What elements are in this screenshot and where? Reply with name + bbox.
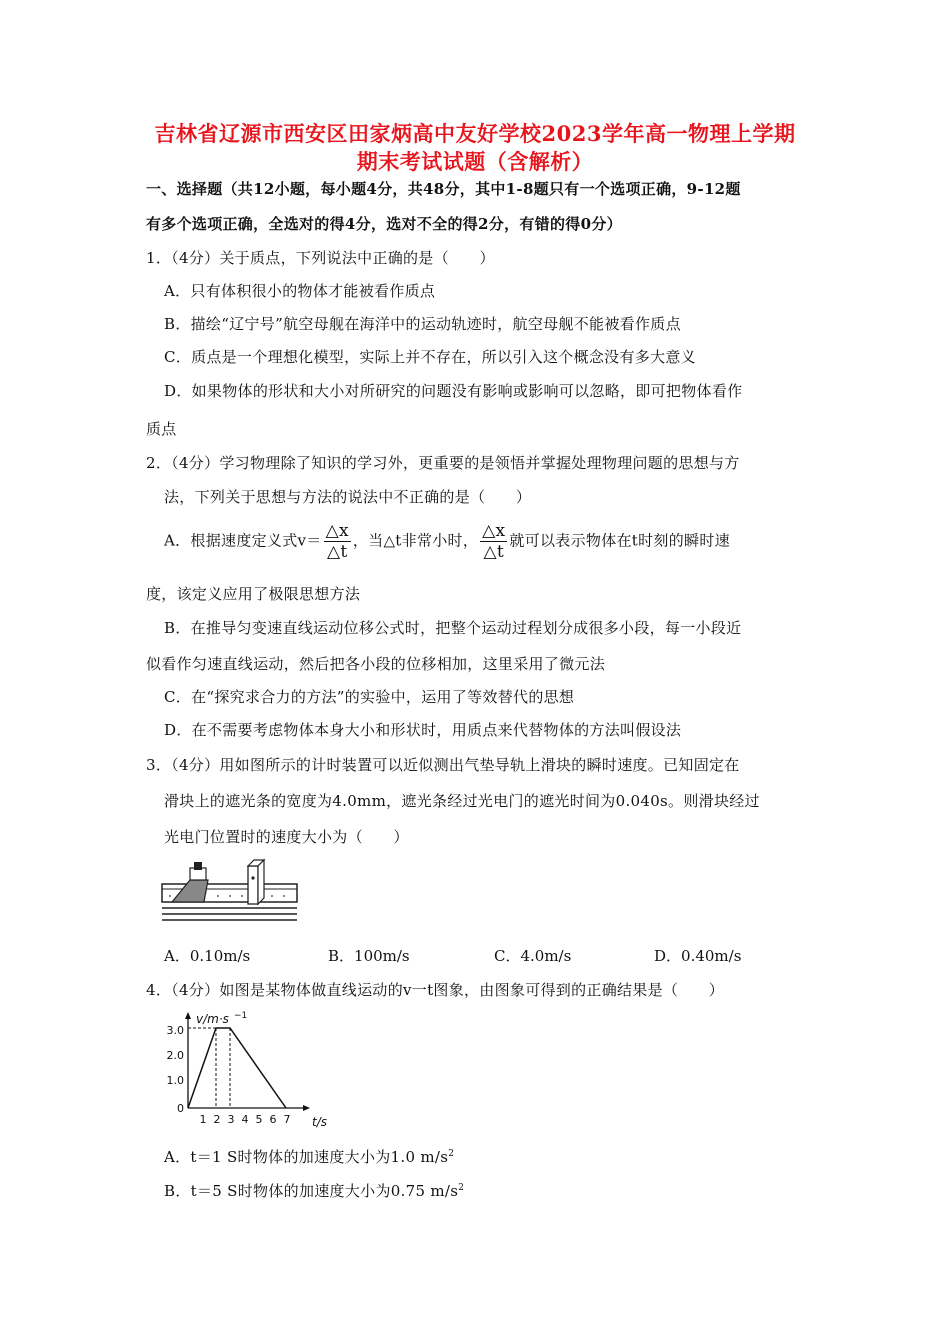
q3-option-b: B．100m/s	[328, 947, 410, 965]
section-heading-line2: 有多个选项正确，全选对的得4分，选对不全的得2分，有错的得0分）	[146, 215, 622, 233]
x-axis-label: t/s	[312, 1115, 327, 1129]
y-tick-label: 1.0	[166, 1074, 184, 1087]
q1-stem: 1．（4分）关于质点，下列说法中正确的是（ ）	[146, 249, 495, 267]
fraction-numerator: △x	[482, 521, 506, 541]
y-tick-label: 0	[177, 1102, 184, 1115]
fraction-denominator: △t	[483, 542, 505, 562]
q2-option-b-line2: 似看作匀速直线运动，然后把各小段的位移相加，这里采用了微元法	[146, 655, 606, 673]
unit-exponent: 2	[458, 1183, 465, 1193]
document-title-line2: 期末考试试题（含解析）	[356, 149, 594, 174]
fraction-denominator: △t	[326, 542, 348, 562]
q1-option-d-line2: 质点	[146, 420, 177, 438]
y-tick-label: 2.0	[166, 1049, 184, 1062]
q4-option-b-text: B．t＝5 S时物体的加速度大小为0.75 m/s	[164, 1182, 459, 1200]
x-tick-label: 3	[227, 1113, 235, 1126]
q4-option-a	[164, 1143, 454, 1168]
x-tick-label: 2	[213, 1113, 221, 1126]
v-t-graph	[160, 1008, 340, 1130]
x-tick-label: 7	[283, 1113, 291, 1126]
q3-stem-line2: 滑块上的遮光条的宽度为4.0mm，遮光条经过光电门的遮光时间为0.040s。则滑块经过	[164, 792, 760, 810]
x-tick-label: 5	[255, 1113, 263, 1126]
fraction-dx-dt	[324, 521, 351, 562]
q2-option-c: C．在“探究求合力的方法”的实验中，运用了等效替代的思想	[164, 688, 575, 706]
q3-stem-line1: 3．（4分）用如图所示的计时装置可以近似测出气垫导轨上滑块的瞬时速度。已知固定在	[146, 756, 740, 774]
q1-option-c: C．质点是一个理想化模型，实际上并不存在，所以引入这个概念没有多大意义	[164, 348, 696, 366]
q2-option-d: D．在不需要考虑物体本身大小和形状时，用质点来代替物体的方法叫假设法	[164, 721, 682, 739]
q3-option-d: D．0.40m/s	[654, 947, 742, 965]
fraction-numerator: △x	[325, 521, 349, 541]
x-tick-label: 6	[269, 1113, 277, 1126]
q2-option-a	[164, 521, 730, 562]
q1-option-d-line1: D．如果物体的形状和大小对所研究的问题没有影响或影响可以忽略，即可把物体看作	[164, 382, 743, 400]
y-axis-label-exponent: −1	[234, 1011, 248, 1021]
q4-stem: 4．（4分）如图是某物体做直线运动的v一t图象，由图象可得到的正确结果是（ ）	[146, 981, 725, 999]
y-axis-label: v/m·s	[196, 1012, 229, 1026]
air-track-photogate-figure	[160, 858, 300, 928]
x-axis-arrow	[303, 1105, 310, 1111]
v-t-line	[188, 1028, 286, 1108]
unit-exponent: 2	[448, 1149, 455, 1159]
q1-option-a: A．只有体积很小的物体才能被看作质点	[164, 282, 436, 300]
q3-option-c: C．4.0m/s	[494, 947, 572, 965]
y-axis-arrow	[185, 1012, 191, 1019]
q4-option-b	[164, 1177, 464, 1202]
q3-option-a: A．0.10m/s	[164, 947, 251, 965]
q2-option-b-line1: B．在推导匀变速直线运动位移公式时，把整个运动过程划分成很多小段，每一小段近	[164, 619, 742, 637]
q2-option-a-line2: 度，该定义应用了极限思想方法	[146, 585, 361, 603]
y-tick-label: 3.0	[166, 1024, 184, 1037]
x-tick-label: 4	[241, 1113, 249, 1126]
q3-stem-line3: 光电门位置时的速度大小为（ ）	[164, 828, 409, 846]
x-tick-label: 1	[199, 1113, 207, 1126]
q2-stem-line1: 2．（4分）学习物理除了知识的学习外，更重要的是领悟并掌握处理物理问题的思想与方	[146, 454, 740, 472]
document-title-line1: 吉林省辽源市西安区田家炳高中友好学校2023学年高一物理上学期	[154, 121, 796, 146]
q2-option-a-prefix: A．根据速度定义式v＝	[164, 531, 322, 550]
q2-stem-line2: 法，下列关于思想与方法的说法中不正确的是（ ）	[164, 488, 532, 506]
q4-option-a-text: A．t＝1 S时物体的加速度大小为1.0 m/s	[164, 1148, 449, 1166]
fraction-dx-dt-2	[480, 521, 507, 562]
q1-option-b: B．描绘“辽宁号”航空母舰在海洋中的运动轨迹时，航空母舰不能被看作质点	[164, 315, 681, 333]
section-heading-line1: 一、选择题（共12小题，每小题4分，共48分，其中1-8题只有一个选项正确，9-12题	[146, 180, 741, 198]
q2-option-a-suffix: 就可以表示物体在t时刻的瞬时速	[509, 531, 730, 550]
q2-option-a-middle: ，当△t非常小时，	[352, 531, 479, 550]
